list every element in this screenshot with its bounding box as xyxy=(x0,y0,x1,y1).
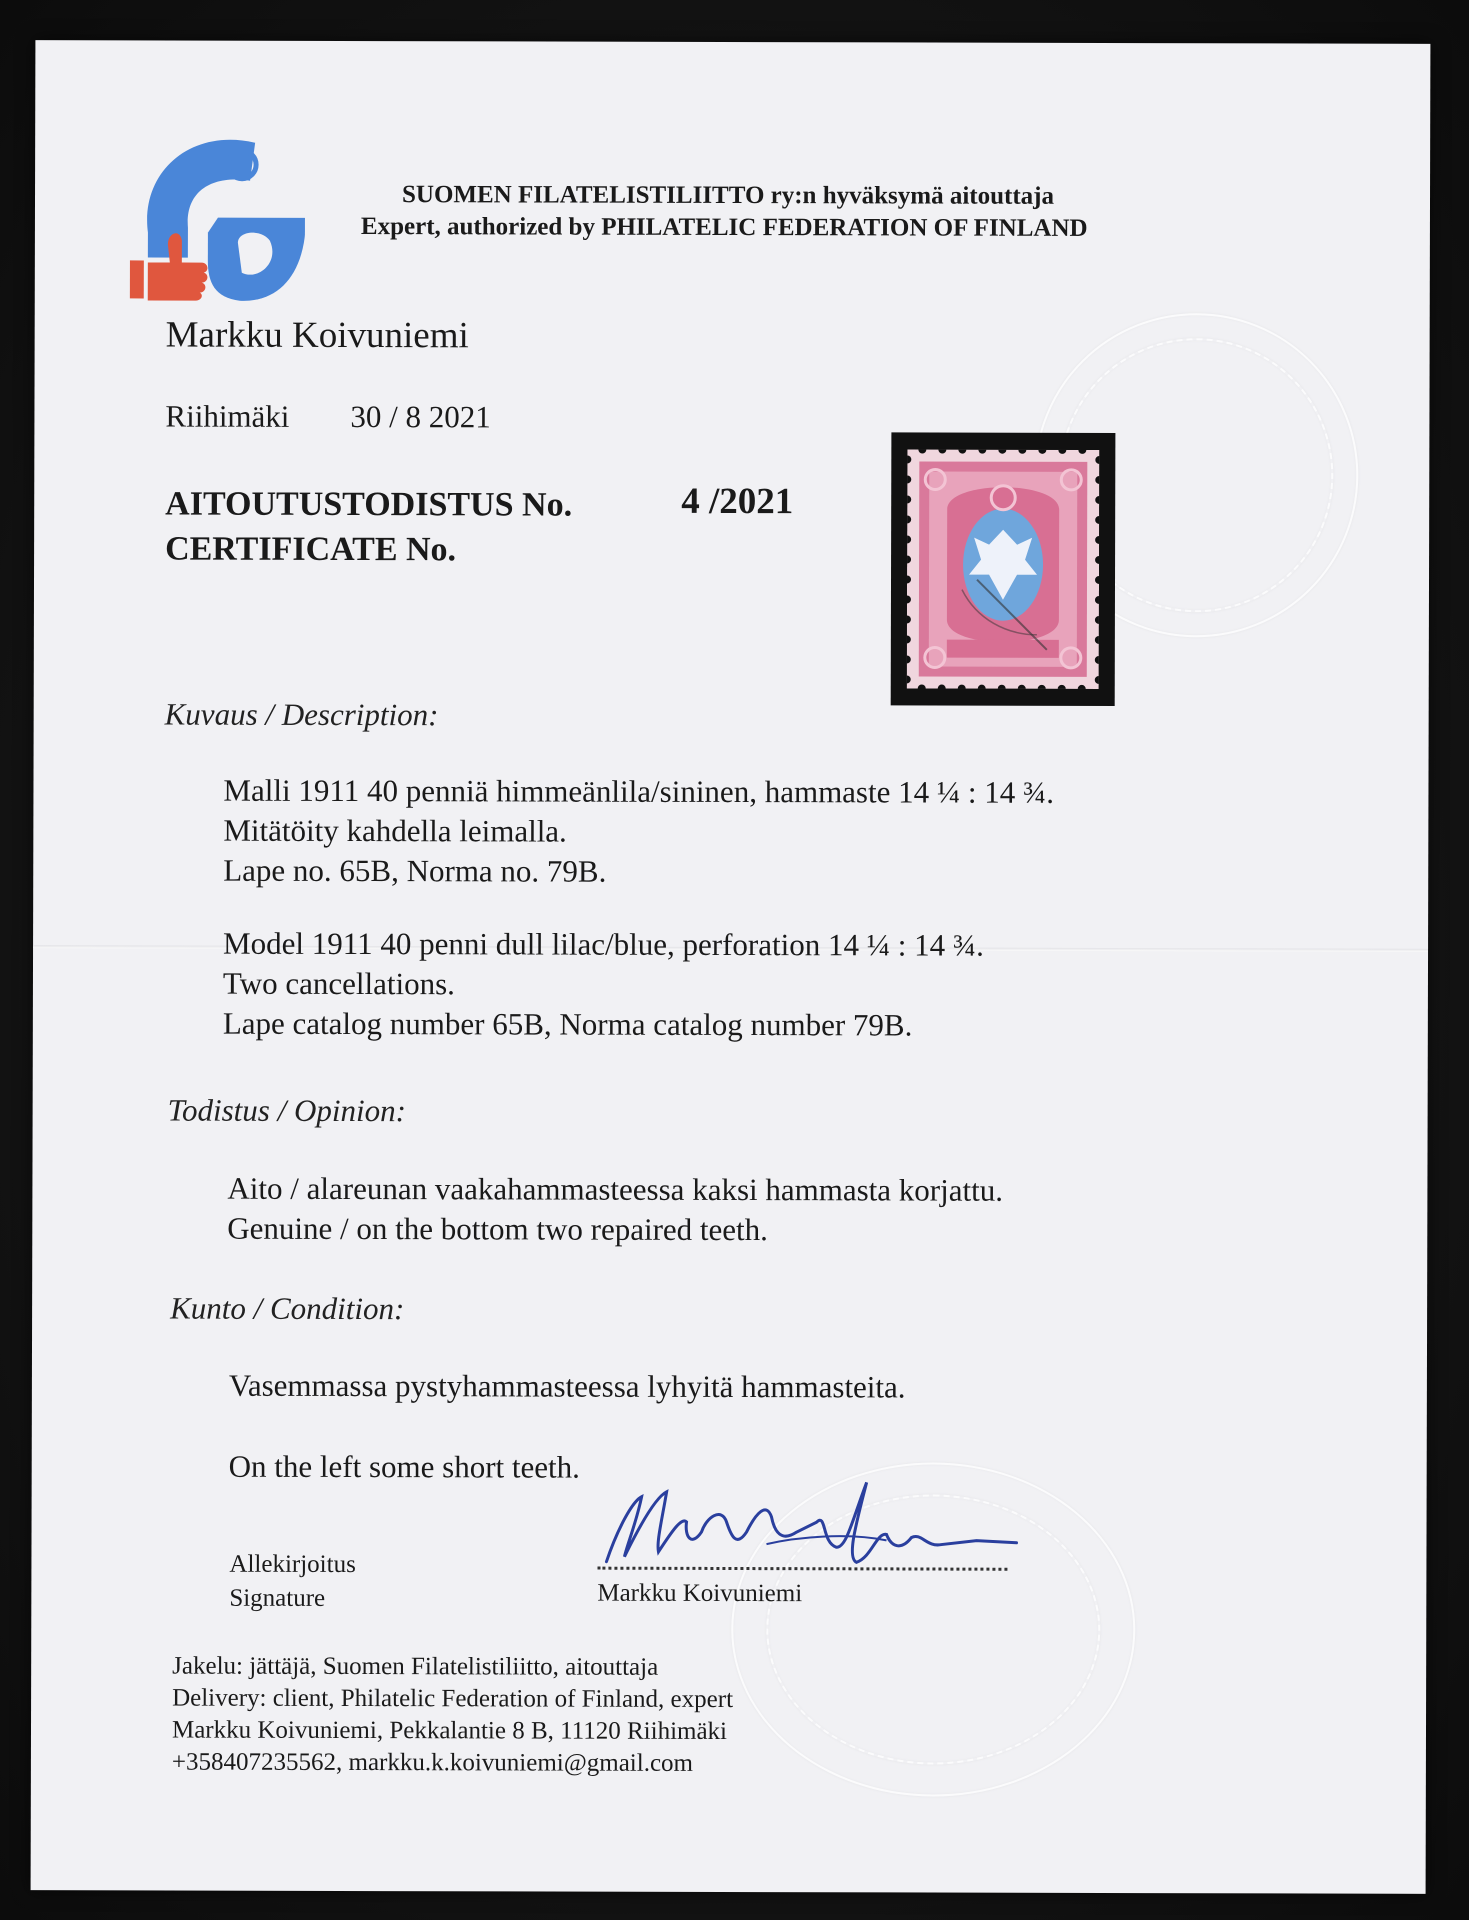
condition-en: On the left some short teeth. xyxy=(228,1448,580,1485)
opinion-line: Genuine / on the bottom two repaired teeth. xyxy=(227,1210,768,1248)
federation-logo-icon xyxy=(130,132,305,302)
header-line-1: SUOMEN FILATELISTILIITTO ry:n hyväksymä aitouttaja xyxy=(401,181,1055,210)
footer-line: Delivery: client, Philatelic Federation of Finland, expert xyxy=(172,1684,734,1714)
description-en-line: Two cancellations. xyxy=(222,965,455,1002)
opinion-line: Aito / alareunan vaakahammasteessa kaksi hammasta korjattu. xyxy=(227,1170,1004,1208)
header-line-2: Expert, authorized by PHILATELIC FEDERATION OF FINLAND xyxy=(360,213,1088,242)
description-fi-line: Malli 1911 40 penniä himmeänlila/sininen, hammaste 14 ¼ : 14 ¾. xyxy=(223,772,1055,810)
signer-name: Markku Koivuniemi xyxy=(597,1579,803,1608)
certificate-number: 4 /2021 xyxy=(681,480,794,523)
stamp-image-frame xyxy=(891,432,1116,706)
signature-label-en: Signature xyxy=(229,1584,326,1612)
opinion-heading: Todistus / Opinion: xyxy=(167,1092,406,1129)
description-fi-line: Lape no. 65B, Norma no. 79B. xyxy=(223,852,607,889)
certificate-label-en: CERTIFICATE No. xyxy=(165,530,457,569)
description-fi-line: Mitätöity kahdella leimalla. xyxy=(223,812,567,849)
certificate-label-fi: AITOUTUSTODISTUS No. xyxy=(165,485,573,524)
description-heading: Kuvaus / Description: xyxy=(164,696,439,733)
description-en-line: Model 1911 40 penni dull lilac/blue, perforation 14 ¼ : 14 ¾. xyxy=(223,925,984,963)
description-en-line: Lape catalog number 65B, Norma catalog number 79B. xyxy=(222,1005,913,1043)
stamp-image-icon xyxy=(907,449,1100,689)
footer-line: Markku Koivuniemi, Pekkalantie 8 B, 11120 Riihimäki xyxy=(171,1716,728,1745)
expert-name: Markku Koivuniemi xyxy=(165,314,469,357)
footer-line: Jakelu: jättäjä, Suomen Filatelistiliitto, aitouttaja xyxy=(172,1652,659,1681)
certificate-paper xyxy=(31,40,1431,1894)
date: 30 / 8 2021 xyxy=(350,399,491,435)
condition-fi: Vasemmassa pystyhammasteessa lyhyitä hammasteita. xyxy=(228,1367,906,1405)
condition-heading: Kunto / Condition: xyxy=(170,1290,405,1327)
footer-line: +358407235562, markku.k.koivuniemi@gmail.com xyxy=(171,1748,694,1777)
signature-scribble-icon xyxy=(586,1462,1026,1583)
place: Riihimäki xyxy=(165,398,290,434)
signature-label-fi: Allekirjoitus xyxy=(229,1550,356,1579)
